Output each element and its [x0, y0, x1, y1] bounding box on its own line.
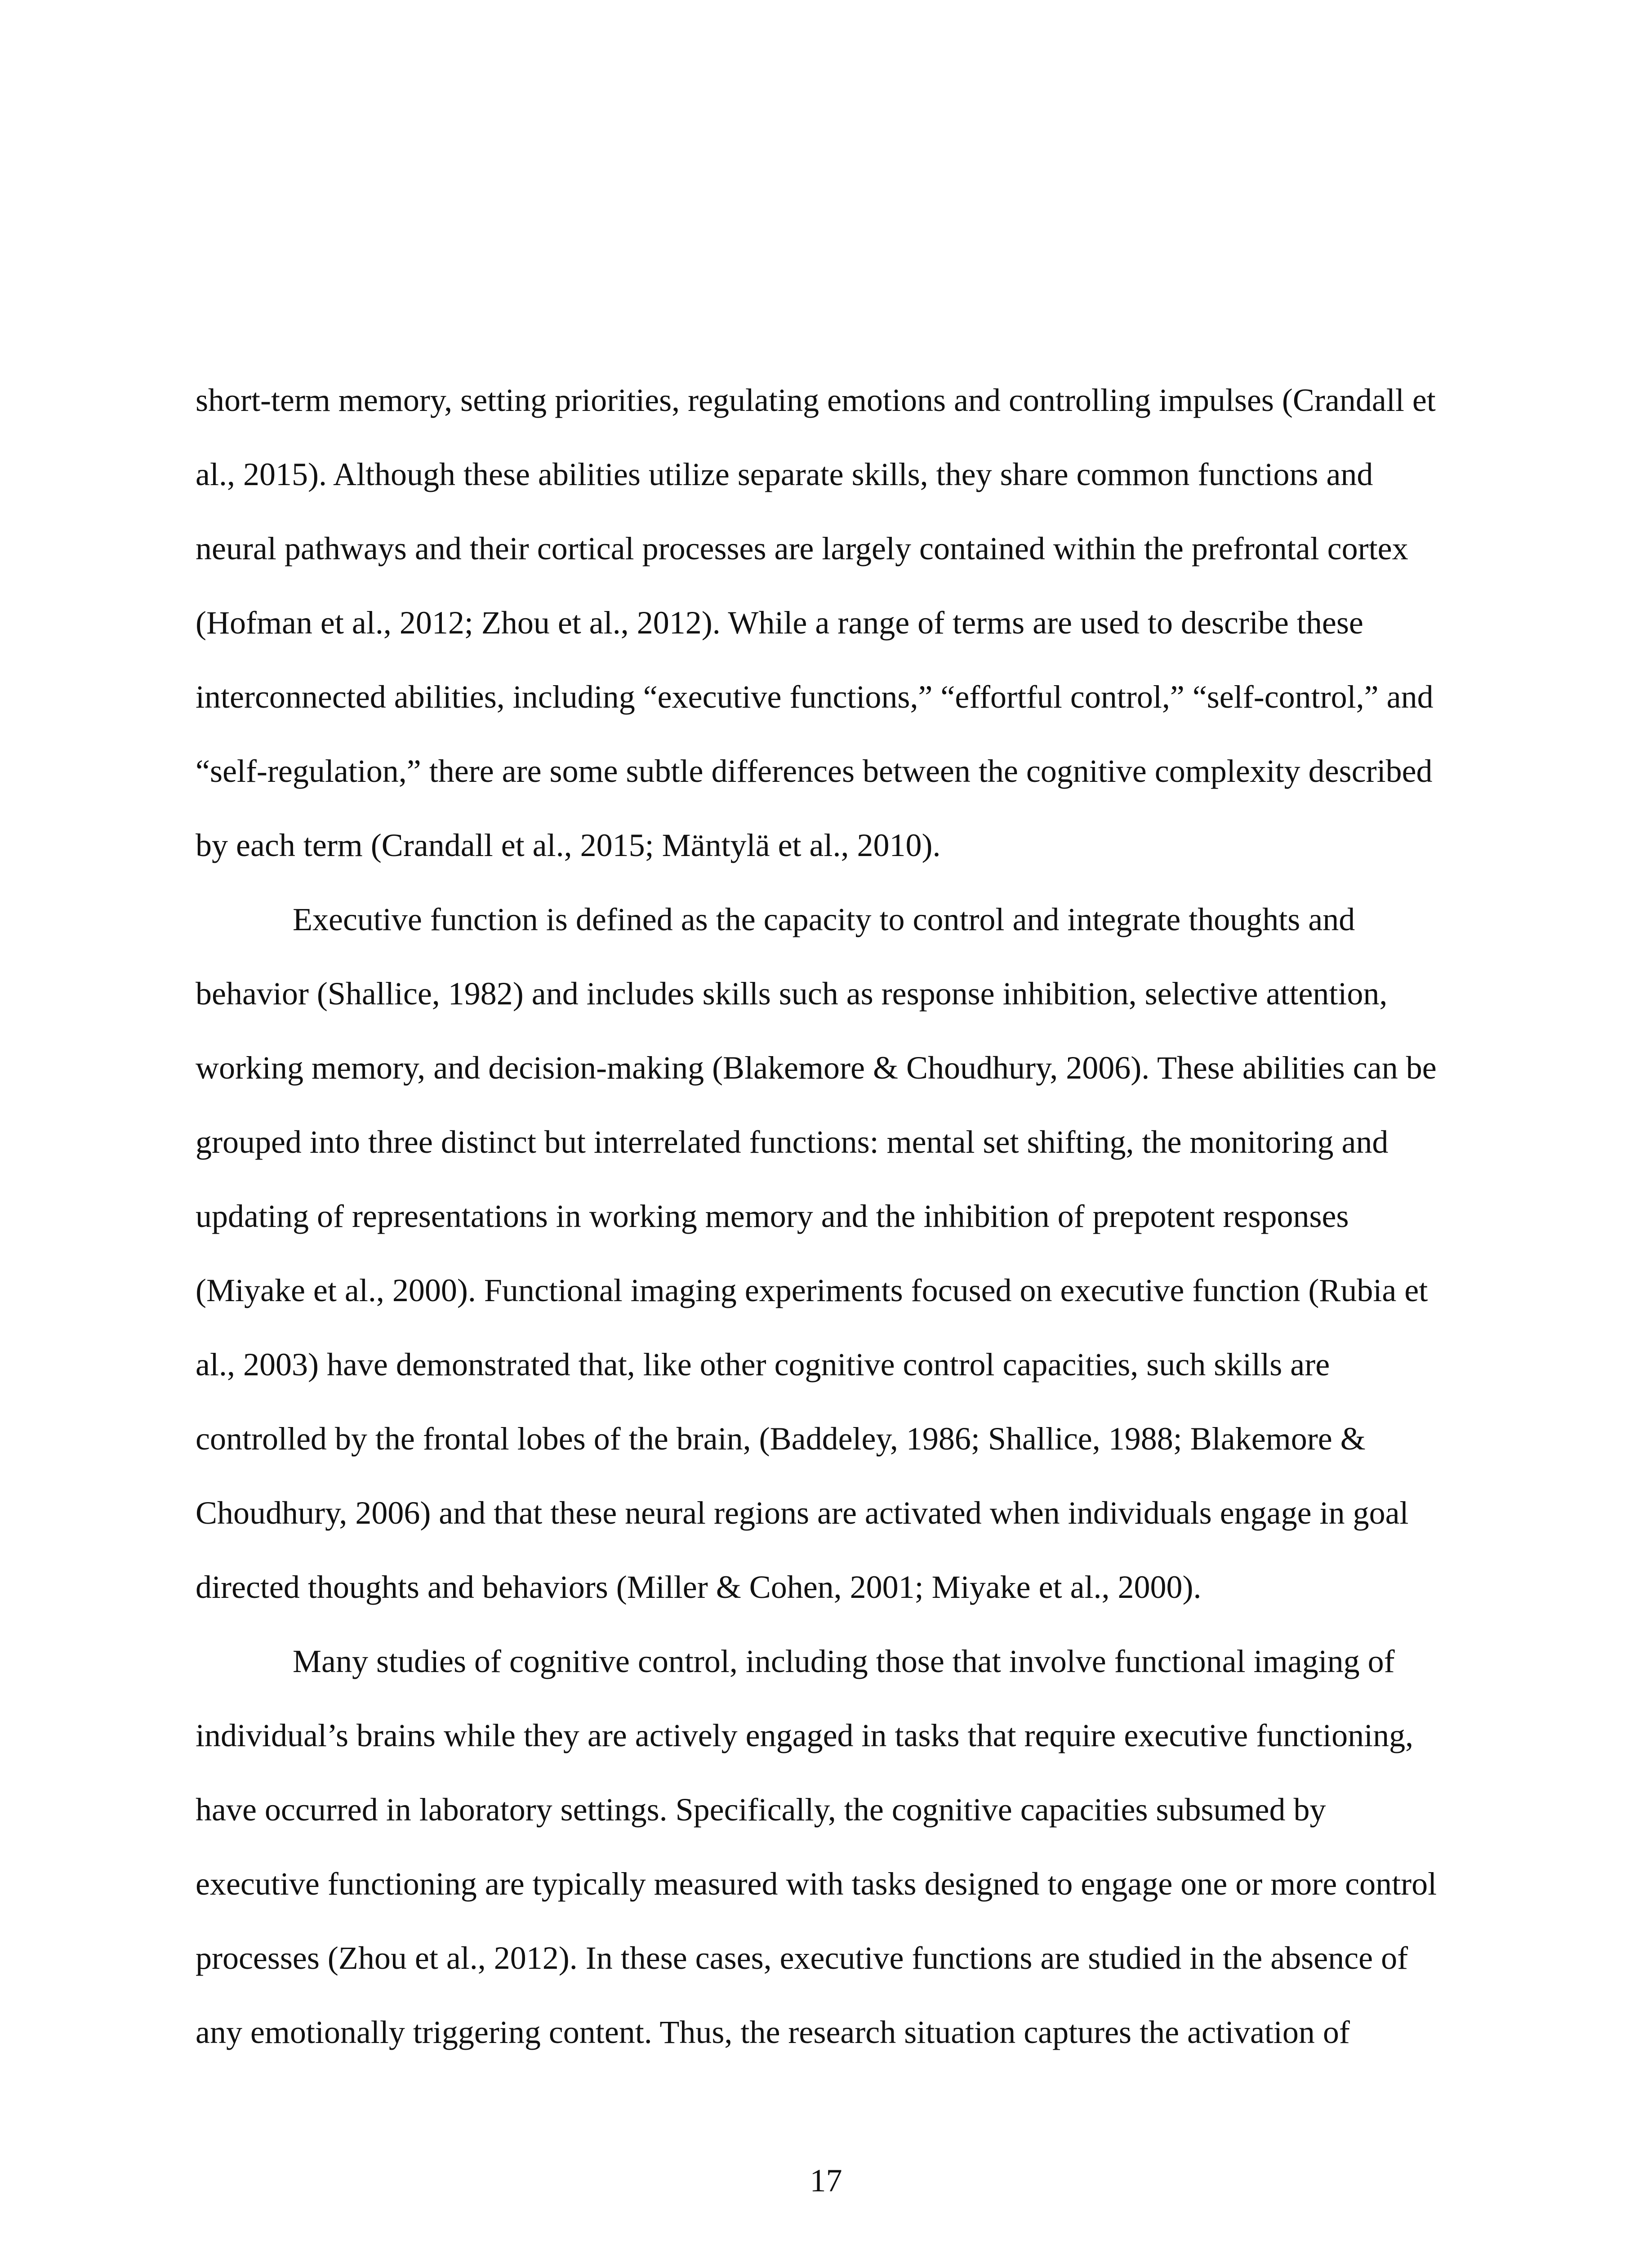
text-line: short-term memory, setting priorities, regulating emotions and controlling impulses (Crandall et	[196, 382, 1436, 418]
text-line: by each term (Crandall et al., 2015; Mäntylä et al., 2010).	[196, 827, 941, 863]
text-line: grouped into three distinct but interrelated functions: mental set shifting, the monitoring and	[196, 1124, 1389, 1160]
text-line: al., 2015). Although these abilities utilize separate skills, they share common functions and	[196, 456, 1373, 492]
text-line: Choudhury, 2006) and that these neural regions are activated when individuals engage in goal	[196, 1495, 1409, 1531]
text-line: behavior (Shallice, 1982) and includes skills such as response inhibition, selective attention,	[196, 976, 1388, 1012]
text-line: (Miyake et al., 2000). Functional imaging experiments focused on executive function (Rubia et	[196, 1272, 1428, 1308]
body-text	[196, 363, 1459, 2070]
text-line: interconnected abilities, including “executive functions,” “effortful control,” “self-control,” and	[196, 679, 1434, 715]
text-line: directed thoughts and behaviors (Miller & Cohen, 2001; Miyake et al., 2000).	[196, 1569, 1202, 1605]
paragraph-first-line: Many studies of cognitive control, including those that involve functional imaging of	[293, 1643, 1395, 1679]
page-number: 17	[810, 2163, 842, 2199]
text-line: have occurred in laboratory settings. Specifically, the cognitive capacities subsumed by	[196, 1792, 1326, 1828]
text-line: individual’s brains while they are actively engaged in tasks that require executive functioning,	[196, 1717, 1414, 1753]
text-line: updating of representations in working memory and the inhibition of prepotent responses	[196, 1198, 1349, 1234]
text-line: any emotionally triggering content. Thus, the research situation captures the activation of	[196, 2014, 1350, 2050]
text-line: al., 2003) have demonstrated that, like other cognitive control capacities, such skills are	[196, 1347, 1330, 1383]
text-line: “self-regulation,” there are some subtle differences between the cognitive complexity described	[196, 753, 1433, 789]
text-line: executive functioning are typically measured with tasks designed to engage one or more control	[196, 1866, 1437, 1902]
text-line: working memory, and decision-making (Blakemore & Choudhury, 2006). These abilities can be	[196, 1050, 1437, 1086]
text-line: neural pathways and their cortical processes are largely contained within the prefrontal cortex	[196, 531, 1408, 566]
text-line: controlled by the frontal lobes of the brain, (Baddeley, 1986; Shallice, 1988; Blakemore &	[196, 1421, 1366, 1457]
paragraph-first-line: Executive function is defined as the capacity to control and integrate thoughts and	[293, 901, 1355, 937]
text-line: processes (Zhou et al., 2012). In these cases, executive functions are studied in the absence of	[196, 1940, 1408, 1976]
text-line: (Hofman et al., 2012; Zhou et al., 2012). While a range of terms are used to describe these	[196, 605, 1363, 641]
